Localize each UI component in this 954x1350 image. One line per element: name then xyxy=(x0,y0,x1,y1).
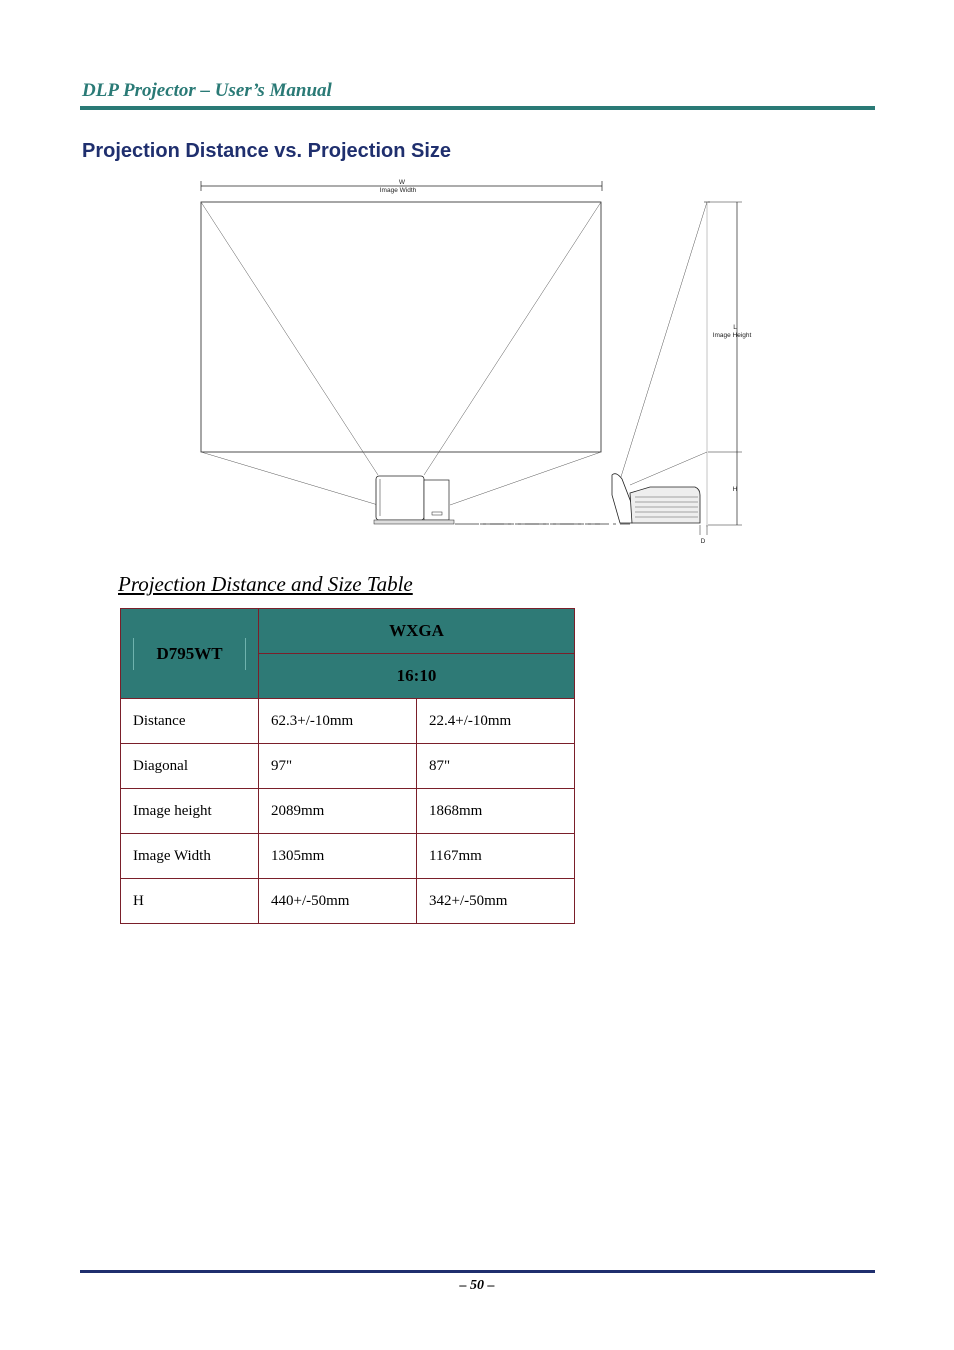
projection-table xyxy=(120,608,575,924)
table-row xyxy=(121,879,575,924)
aspect-label: 16:10 xyxy=(396,666,437,685)
table-row xyxy=(121,834,575,879)
section-title: Projection Distance vs. Projection Size xyxy=(82,140,452,162)
row-value-2: 22.4+/-10mm xyxy=(417,699,575,744)
aspect-header xyxy=(259,654,575,699)
model-label: D795WT xyxy=(133,638,245,670)
row-label: Image height xyxy=(121,789,259,834)
row-label: Distance xyxy=(121,699,259,744)
row-value-1: 62.3+/-10mm xyxy=(259,699,417,744)
row-label: Diagonal xyxy=(121,744,259,789)
width-label: Image Width xyxy=(379,187,417,194)
height-label: Image Height xyxy=(712,332,752,339)
row-value-1: 2089mm xyxy=(259,789,417,834)
page-number: – 50 – xyxy=(459,1278,495,1293)
table-row xyxy=(121,789,575,834)
table-title: Projection Distance and Size Table xyxy=(118,572,413,596)
row-value-2: 342+/-50mm xyxy=(417,879,575,924)
d-letter: D xyxy=(700,538,706,545)
resolution-header xyxy=(259,609,575,654)
resolution-label: WXGA xyxy=(389,621,444,640)
row-value-1: 440+/-50mm xyxy=(259,879,417,924)
width-letter: W xyxy=(398,179,406,186)
row-value-1: 1305mm xyxy=(259,834,417,879)
projection-diagram xyxy=(180,175,780,555)
projection-screen xyxy=(201,202,601,452)
model-header xyxy=(121,609,259,699)
table-header-row xyxy=(121,609,575,654)
h-letter: H xyxy=(732,486,738,493)
row-value-2: 1868mm xyxy=(417,789,575,834)
row-value-2: 1167mm xyxy=(417,834,575,879)
projector-front-icon xyxy=(374,476,454,524)
table-row xyxy=(121,744,575,789)
row-label: Image Width xyxy=(121,834,259,879)
manual-header-title: DLP Projector – User’s Manual xyxy=(82,80,332,101)
projector-side-icon xyxy=(612,474,700,523)
length-letter: L xyxy=(733,324,737,331)
row-value-1: 97" xyxy=(259,744,417,789)
row-label: H xyxy=(121,879,259,924)
table-row xyxy=(121,699,575,744)
header-divider xyxy=(80,106,875,110)
row-value-2: 87" xyxy=(417,744,575,789)
footer-divider xyxy=(80,1270,875,1273)
